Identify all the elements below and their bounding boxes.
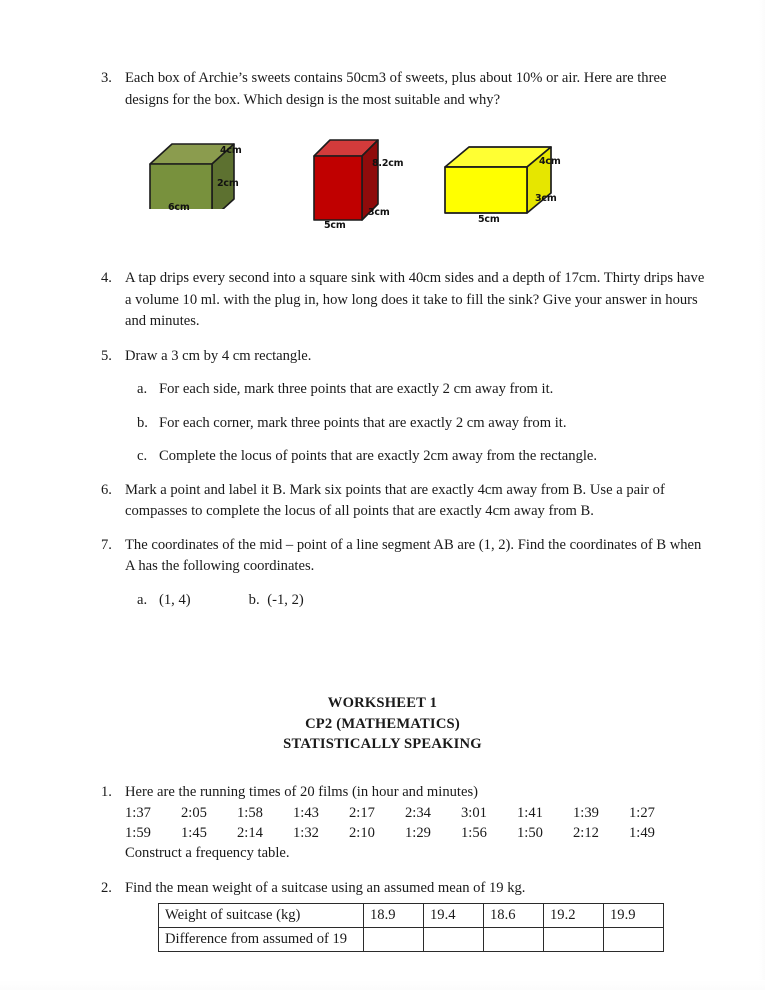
suitcase-weight-value: 19.9 bbox=[604, 903, 664, 927]
green-box-height-label: 4cm bbox=[220, 145, 242, 156]
worksheet-heading-line-3: STATISTICALLY SPEAKING bbox=[283, 736, 482, 752]
running-time-cell: 2:05 bbox=[181, 805, 207, 821]
running-times-list bbox=[0, 803, 765, 863]
worksheet-question-2-number: 2. bbox=[101, 880, 112, 896]
question-5-sub-a bbox=[0, 379, 765, 401]
red-box-width-label: 5cm bbox=[324, 220, 346, 231]
question-7-sub-a-text: (1, 4) bbox=[159, 591, 191, 608]
question-6-text: Mark a point and label it B. Mark six points that are exactly 4cm away from B. Use a pair of compasses to complete the locus of all points that are exactly 4cm away from B. bbox=[125, 481, 665, 519]
running-time-cell: 1:56 bbox=[461, 825, 487, 841]
question-7-text: The coordinates of the mid – point of a line segment AB are (1, 2). Find the coordinates of B when A has the following coordinates. bbox=[125, 536, 702, 574]
suitcase-weight-value: 18.9 bbox=[364, 903, 424, 927]
worksheet-question-1-number: 1. bbox=[101, 783, 112, 800]
running-time-cell: 3:01 bbox=[461, 805, 487, 821]
green-box bbox=[146, 124, 242, 213]
running-time-cell: 2:34 bbox=[405, 805, 431, 821]
green-box-graphic bbox=[146, 124, 242, 209]
question-3-text: Each box of Archie’s sweets contains 50cm3 of sweets, plus about 10% or air. Here are three designs for the box. Which design is the most suitable and why? bbox=[125, 70, 667, 108]
running-time-cell: 1:32 bbox=[293, 825, 319, 841]
box-designs-figure bbox=[0, 123, 765, 235]
table-row bbox=[159, 927, 664, 951]
table-row bbox=[159, 903, 664, 927]
question-5-sub-c bbox=[0, 446, 765, 468]
running-time-cell: 1:45 bbox=[181, 825, 207, 841]
suitcase-difference-cell[interactable] bbox=[544, 927, 604, 951]
running-time-cell: 1:43 bbox=[293, 805, 319, 821]
running-time-cell: 2:14 bbox=[237, 825, 263, 841]
suitcase-weight-value: 18.6 bbox=[484, 903, 544, 927]
suitcase-weight-value: 19.2 bbox=[544, 903, 604, 927]
question-5-sub-b-letter: b. bbox=[137, 414, 148, 431]
question-7-subitems bbox=[0, 590, 765, 612]
question-3-number: 3. bbox=[101, 70, 112, 86]
suitcase-difference-cell[interactable] bbox=[424, 927, 484, 951]
worksheet-question-2 bbox=[0, 878, 765, 900]
worksheet-heading-line-2: CP2 (MATHEMATICS) bbox=[305, 715, 460, 732]
worksheet-question-2-text: Find the mean weight of a suitcase using an assumed mean of 19 kg. bbox=[125, 880, 526, 896]
page-edge-bottom bbox=[0, 980, 765, 990]
question-4-text: A tap drips every second into a square sink with 40cm sides and a depth of 17cm. Thirty drips have a volume 10 ml. with the plug in, how long does it take to fill the sink? Give your answer in hours and minutes. bbox=[125, 270, 705, 329]
running-time-cell: 2:17 bbox=[349, 805, 375, 821]
question-6 bbox=[0, 480, 765, 523]
question-5-sub-a-letter: a. bbox=[137, 381, 148, 397]
question-7-number: 7. bbox=[101, 536, 112, 553]
question-6-number: 6. bbox=[101, 481, 112, 498]
suitcase-weight-value: 19.4 bbox=[424, 903, 484, 927]
red-box bbox=[306, 124, 404, 231]
running-time-cell: 1:41 bbox=[517, 805, 543, 821]
suitcase-difference-cell[interactable] bbox=[604, 927, 664, 951]
question-7 bbox=[0, 535, 765, 578]
suitcase-difference-cell[interactable] bbox=[484, 927, 544, 951]
yellow-box-height-label: 4cm bbox=[539, 156, 561, 167]
question-3 bbox=[0, 68, 765, 111]
question-5-number: 5. bbox=[101, 347, 112, 364]
question-7-sub-b-letter: b. bbox=[248, 591, 260, 608]
question-5-text: Draw a 3 cm by 4 cm rectangle. bbox=[125, 347, 312, 364]
question-5-sub-a-text: For each side, mark three points that are exactly 2 cm away from it. bbox=[159, 381, 554, 397]
suitcase-table-wrapper bbox=[0, 903, 765, 952]
running-time-cell: 1:39 bbox=[573, 805, 599, 821]
worksheet-heading bbox=[0, 693, 765, 755]
worksheet-question-1 bbox=[0, 782, 765, 804]
running-times-row-2 bbox=[125, 823, 765, 843]
yellow-box-depth-label: 3cm bbox=[535, 193, 557, 204]
running-time-cell: 1:29 bbox=[405, 825, 431, 841]
question-5 bbox=[0, 346, 765, 368]
running-time-cell: 1:49 bbox=[629, 825, 655, 841]
worksheet-question-1-text: Here are the running times of 20 films (in hour and minutes) bbox=[125, 783, 479, 800]
green-box-depth-label: 2cm bbox=[217, 178, 239, 189]
running-time-cell: 1:37 bbox=[125, 805, 151, 821]
red-box-height-label: 8.2cm bbox=[372, 158, 404, 169]
question-5-sub-c-text: Complete the locus of points that are exactly 2cm away from the rectangle. bbox=[159, 448, 598, 464]
question-5-sub-c-letter: c. bbox=[137, 448, 148, 464]
running-time-cell: 1:50 bbox=[517, 825, 543, 841]
yellow-box bbox=[441, 131, 561, 225]
green-box-width-label: 6cm bbox=[168, 202, 190, 213]
suitcase-table bbox=[158, 903, 664, 952]
suitcase-difference-label: Difference from assumed of 19 bbox=[159, 927, 364, 951]
question-7-sub-a-letter: a. bbox=[137, 591, 148, 608]
running-time-cell: 1:59 bbox=[125, 825, 151, 841]
suitcase-weight-label: Weight of suitcase (kg) bbox=[159, 903, 364, 927]
running-times-row-1 bbox=[125, 803, 765, 823]
question-4 bbox=[0, 268, 765, 333]
worksheet-heading-line-1: WORKSHEET 1 bbox=[327, 695, 438, 711]
running-time-cell: 1:58 bbox=[237, 805, 263, 821]
running-time-cell: 2:12 bbox=[573, 825, 599, 841]
question-7-sub-b-text: (-1, 2) bbox=[267, 591, 304, 608]
red-box-depth-label: 3cm bbox=[368, 207, 390, 218]
yellow-box-width-label: 5cm bbox=[478, 214, 500, 225]
question-5-sub-b-text: For each corner, mark three points that are exactly 2 cm away from it. bbox=[159, 414, 567, 431]
question-4-number: 4. bbox=[101, 270, 112, 286]
suitcase-difference-cell[interactable] bbox=[364, 927, 424, 951]
question-5-sub-b bbox=[0, 413, 765, 435]
running-time-cell: 1:27 bbox=[629, 805, 655, 821]
running-time-cell: 2:10 bbox=[349, 825, 375, 841]
page-edge-right bbox=[752, 0, 765, 990]
worksheet-question-1-footer: Construct a frequency table. bbox=[125, 845, 290, 861]
